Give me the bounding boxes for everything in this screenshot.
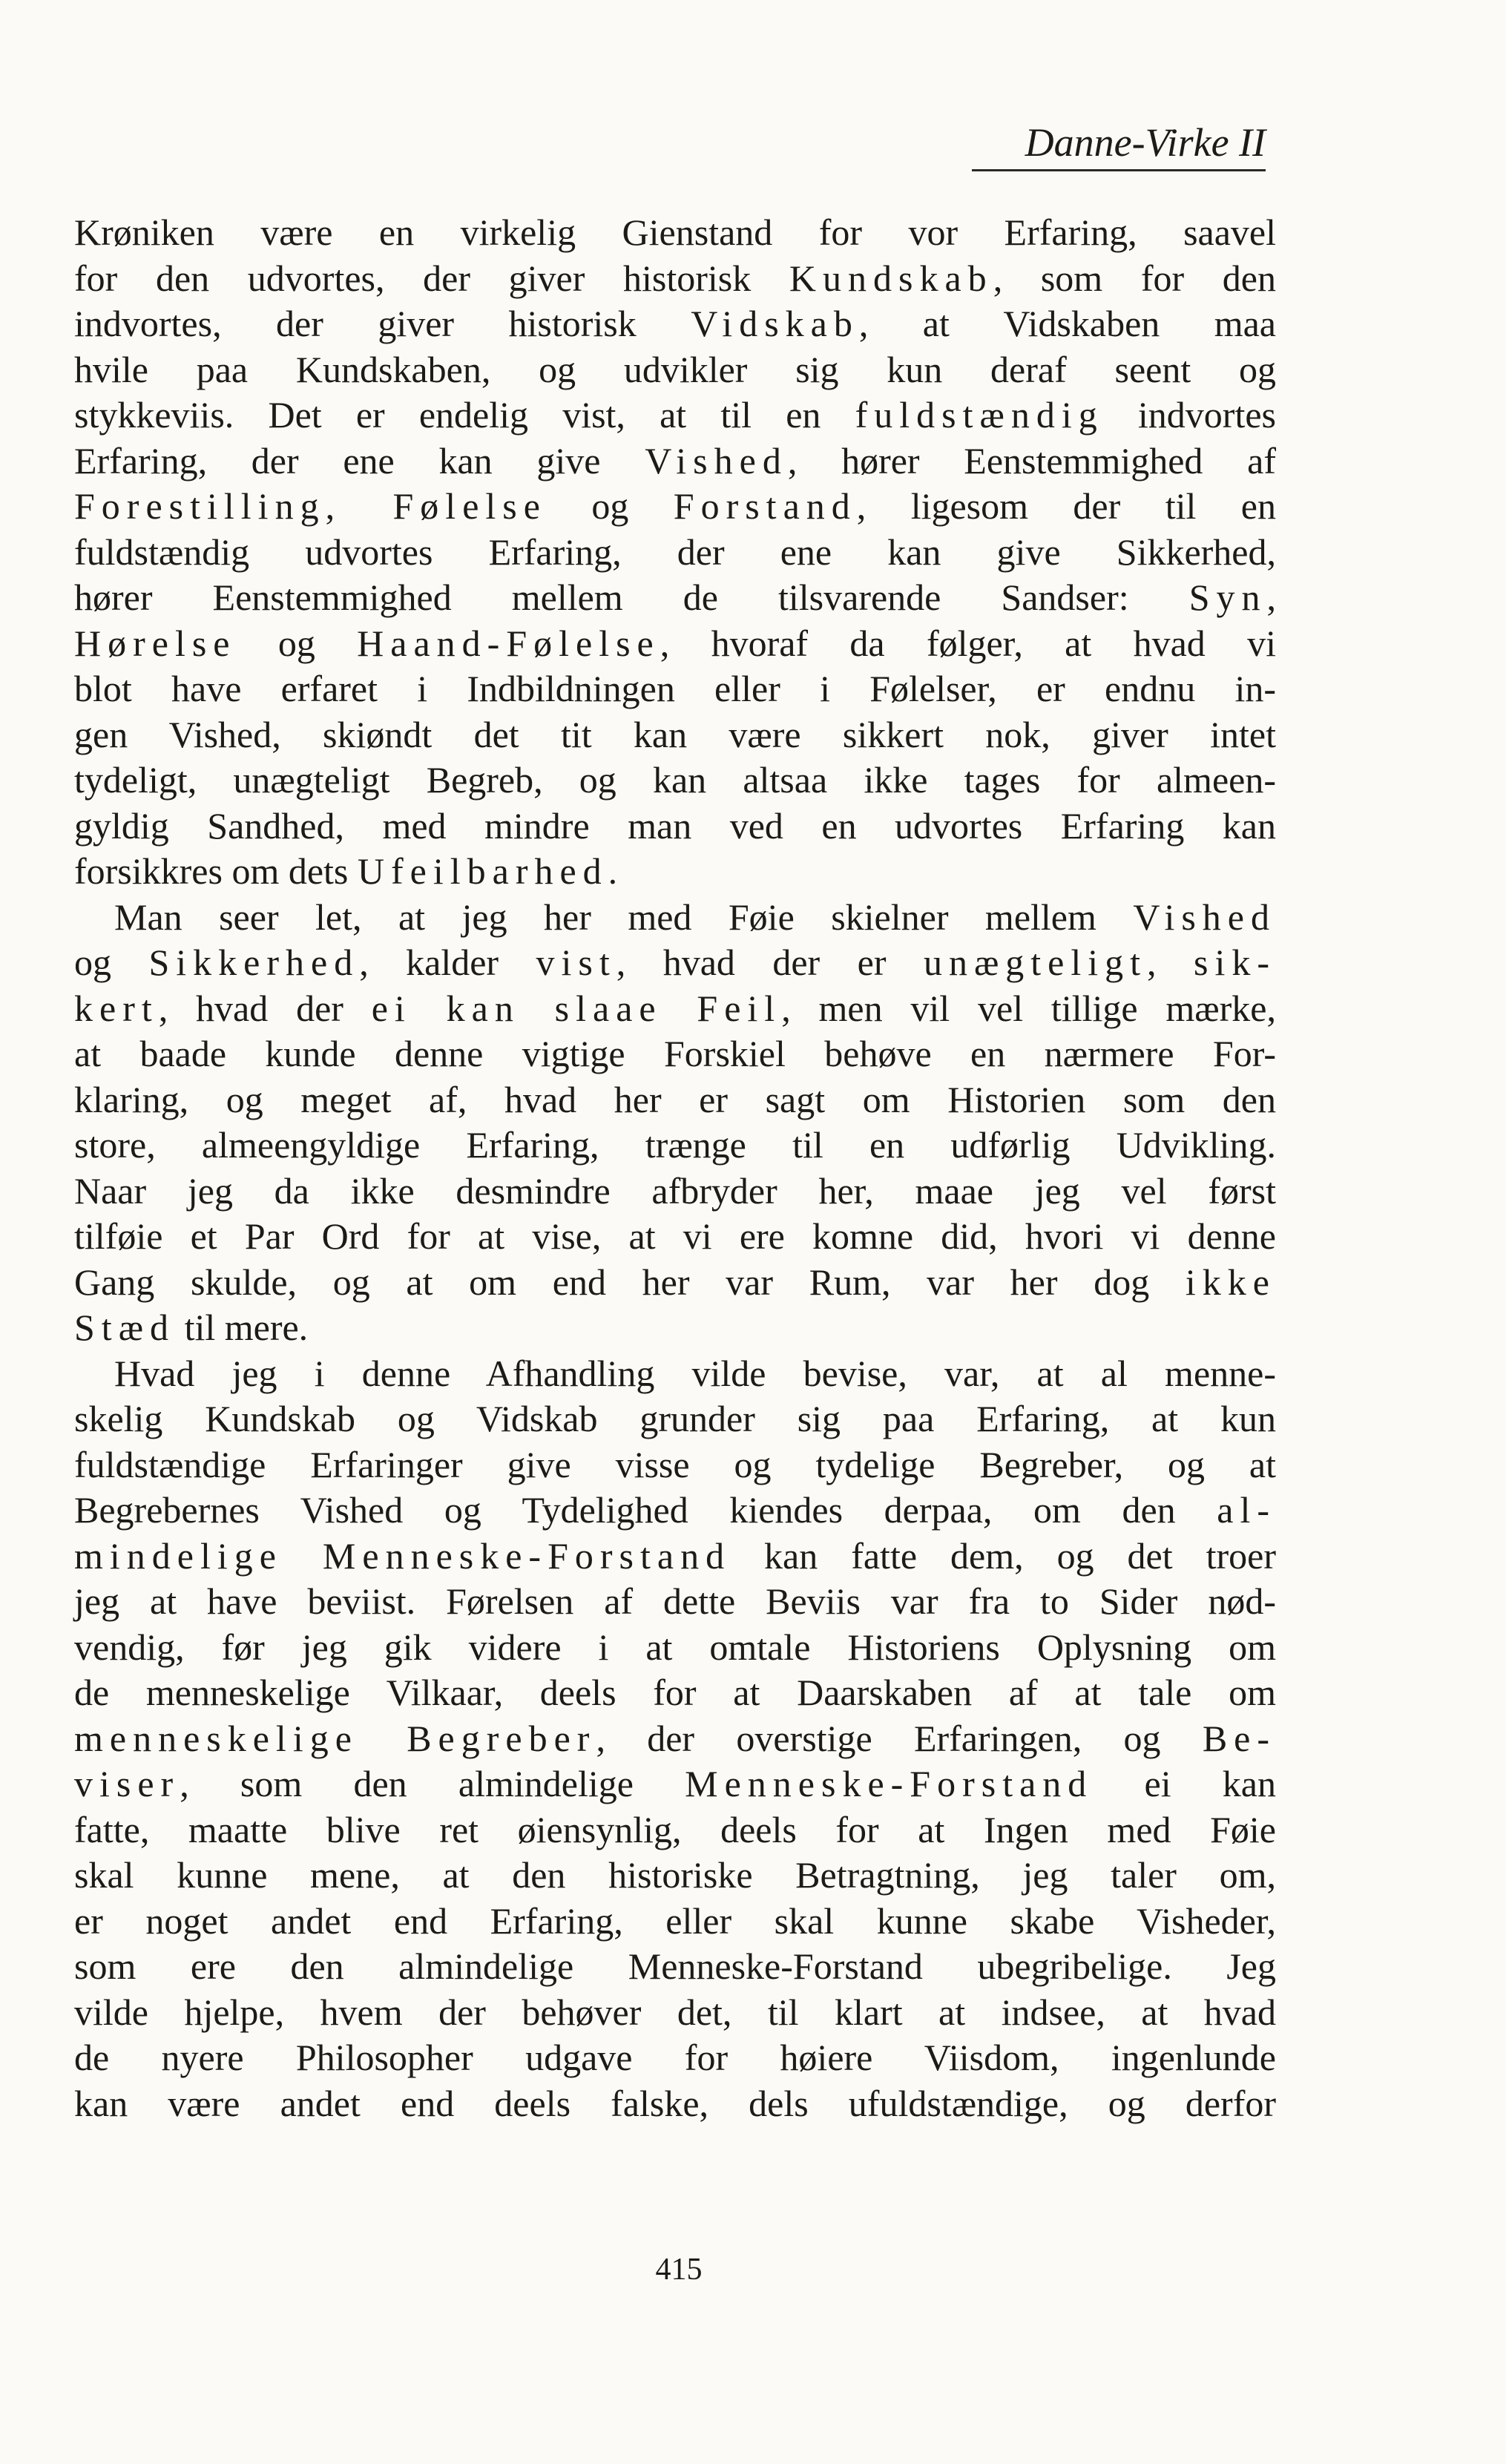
text-line (74, 1534, 1276, 1580)
text-run: , som for den (993, 257, 1276, 299)
spaced-emphasis: fuldstændig (855, 394, 1104, 436)
text-line (74, 1761, 1276, 1807)
text-run: , der overstige Erfaringen, og (596, 1717, 1203, 1759)
text-run: Man seer let, at jeg her med Føie skielner mellem (114, 896, 1134, 938)
text-line (74, 758, 1276, 804)
text-line (74, 1442, 1276, 1488)
text-run: Begrebernes Vished og Tydelighed kiendes derpaa, om den (74, 1489, 1217, 1531)
text-run: blot have erfaret i Indbildningen eller i Følelser, er endnu in- (74, 668, 1276, 709)
text-line (74, 392, 1276, 438)
spaced-emphasis: Stæd (74, 1307, 176, 1348)
text-run: Krøniken være en virkelig Gienstand for vor Erfaring, saavel (74, 211, 1276, 253)
text-run: kan være andet end deels falske, dels ufuldstændige, og derfor (74, 2082, 1276, 2124)
spaced-emphasis: sik- (1194, 942, 1276, 983)
text-run: store, almeengyldige Erfaring, trænge til en udførlig Udvikling. (74, 1124, 1276, 1166)
text-run: , men vil vel tillige mærke, (781, 987, 1276, 1029)
text-run: . (608, 850, 618, 892)
spaced-emphasis: al- (1217, 1489, 1276, 1531)
text-run: gen Vished, skiøndt det tit kan være sikkert nok, giver intet (74, 713, 1276, 755)
text-run: , (1266, 576, 1276, 618)
text-run: stykkeviis. Det er endelig vist, at til en (74, 394, 855, 436)
text-line (74, 1625, 1276, 1671)
text-run: for den udvortes, der giver historisk (74, 257, 789, 299)
text-run: , ligesom der til en (856, 485, 1276, 527)
spaced-emphasis: unægteligt (923, 942, 1148, 983)
text-line (74, 1031, 1276, 1077)
spaced-emphasis: Forestilling, Følelse (74, 485, 547, 527)
spaced-emphasis: Haand-Følelse (357, 622, 660, 664)
text-run: ei kan (1093, 1763, 1277, 1804)
text-run: Gang skulde, og at om end her var Rum, var her dog (74, 1261, 1186, 1303)
text-run: vilde hjelpe, hvem der behøver det, til klart at indsee, at hvad (74, 1991, 1276, 2033)
text-line (74, 2081, 1276, 2127)
text-run: kan fatte dem, og det troer (731, 1534, 1276, 1577)
text-line (74, 986, 1276, 1032)
text-run: de nyere Philosopher udgave for høiere Viisdom, ingenlunde (74, 2037, 1276, 2078)
text-run: fatte, maatte blive ret øiensynlig, deels for at Ingen med Føie (74, 1808, 1276, 1850)
text-line (74, 301, 1276, 347)
spaced-emphasis: menneskelige Begreber (74, 1717, 596, 1759)
text-line (74, 1899, 1276, 1945)
spaced-emphasis: Kundskab (789, 257, 993, 299)
spaced-emphasis: viser (74, 1763, 180, 1804)
text-run: Hvad jeg i denne Afhandling vilde bevise, var, at al menne- (114, 1352, 1276, 1394)
text-line (74, 530, 1276, 576)
spaced-emphasis: Be- (1202, 1717, 1277, 1759)
text-run: hører Eenstemmighed mellem de tilsvarende Sandser: (74, 576, 1189, 618)
text-run: Erfaring, der ene kan give (74, 439, 645, 482)
text-line (74, 1396, 1276, 1442)
text-line (74, 666, 1276, 712)
spaced-emphasis: kert (74, 987, 159, 1029)
spaced-emphasis: vist (536, 942, 616, 983)
text-run: at baade kunde denne vigtige Forskiel behøve en nærmere For- (74, 1033, 1276, 1074)
text-line (74, 438, 1276, 484)
text-run: tilføie et Par Ord for at vise, at vi ere komne did, hvori vi denne (74, 1215, 1276, 1257)
text-line (74, 347, 1276, 393)
text-run: Naar jeg da ikke desmindre afbryder her, maae jeg vel først (74, 1169, 1276, 1212)
text-run: vendig, før jeg gik videre i at omtale Historiens Oplysning om (74, 1626, 1276, 1668)
text-line (74, 1853, 1276, 1899)
spaced-emphasis: ei kan slaae Feil (371, 987, 782, 1029)
text-line (74, 1305, 1276, 1351)
text-run: og (236, 622, 358, 664)
spaced-emphasis: Vished (645, 439, 788, 482)
text-run: tydeligt, unægteligt Begreb, og kan altsaa ikke tages for almeen- (74, 759, 1276, 801)
text-line (74, 1214, 1276, 1260)
spaced-emphasis: ikke (1185, 1261, 1276, 1303)
text-run: skal kunne mene, at den historiske Betragtning, jeg taler om, (74, 1854, 1276, 1896)
spaced-emphasis: Menneske-Forstand (685, 1763, 1094, 1804)
text-run: forsikkres om dets (74, 850, 358, 892)
text-run: klaring, og meget af, hvad her er sagt om Historien som den (74, 1078, 1276, 1120)
text-line (74, 1670, 1276, 1716)
text-line (74, 1123, 1276, 1169)
text-line (74, 2035, 1276, 2081)
text-run: hvile paa Kundskaben, og udvikler sig kun deraf seent og (74, 348, 1276, 390)
text-line (74, 1351, 1276, 1397)
text-line (74, 256, 1276, 302)
text-run: indvortes, der giver historisk (74, 303, 691, 344)
text-run: , at Vidskaben maa (858, 303, 1277, 344)
spaced-emphasis: Hørelse (74, 622, 237, 664)
text-run: gyldig Sandhed, med mindre man ved en udvortes Erfaring kan (74, 804, 1276, 847)
text-run: , hører Eenstemmighed af (787, 439, 1276, 482)
spaced-emphasis: Vished (1133, 896, 1276, 938)
text-run: skelig Kundskab og Vidskab grunder sig paa Erfaring, at kun (74, 1398, 1276, 1439)
spaced-emphasis: Vidskab (691, 303, 859, 344)
text-run: som ere den almindelige Menneske-Forstand ubegribelige. Jeg (74, 1945, 1276, 1987)
text-line (74, 1807, 1276, 1853)
text-line (74, 1944, 1276, 1990)
text-line (74, 1990, 1276, 2036)
text-run: , (1147, 942, 1194, 983)
text-run: er noget andet end Erfaring, eller skal kunne skabe Visheder, (74, 1899, 1276, 1942)
text-line (74, 1579, 1276, 1625)
running-head: Danne-Virke II (972, 120, 1266, 171)
text-run: til mere. (175, 1307, 309, 1348)
text-run: de menneskelige Vilkaar, deels for at Daarskaben af at tale om (74, 1672, 1276, 1713)
text-line (74, 804, 1276, 850)
spaced-emphasis: Ufeilbarhed (357, 850, 608, 892)
page-number: 415 (655, 2253, 703, 2287)
text-line (74, 849, 1276, 895)
spaced-emphasis: mindelige Menneske-Forstand (74, 1534, 731, 1577)
text-run: indvortes (1103, 394, 1276, 436)
text-run: fuldstændig udvortes Erfaring, der ene kan give Sikkerhed, (74, 530, 1276, 573)
text-run: og (546, 485, 674, 527)
text-run: og (74, 942, 149, 983)
text-run: , hvad der (158, 987, 372, 1029)
text-run: , som den almindelige (180, 1763, 685, 1804)
text-run: , hvoraf da følger, at hvad vi (660, 622, 1276, 664)
text-line (74, 712, 1276, 758)
text-run: , hvad der er (616, 942, 924, 983)
text-line (74, 1488, 1276, 1534)
text-line (74, 895, 1276, 941)
spaced-emphasis: Syn (1188, 576, 1267, 618)
spaced-emphasis: Sikkerhed (148, 942, 360, 983)
text-line (74, 1077, 1276, 1123)
text-line (74, 575, 1276, 621)
text-line (74, 621, 1276, 667)
text-run: fuldstændige Erfaringer give visse og tydelige Begreber, og at (74, 1443, 1276, 1485)
text-line (74, 1260, 1276, 1306)
text-run: , kalder (359, 942, 536, 983)
text-line (74, 484, 1276, 530)
text-line (74, 1716, 1276, 1762)
text-run: jeg at have beviist. Førelsen af dette Beviis var fra to Sider nød- (74, 1580, 1276, 1622)
body-text (74, 210, 1276, 2126)
text-line (74, 1169, 1276, 1215)
text-line (74, 940, 1276, 986)
text-line (74, 210, 1276, 256)
spaced-emphasis: Forstand (673, 485, 857, 527)
